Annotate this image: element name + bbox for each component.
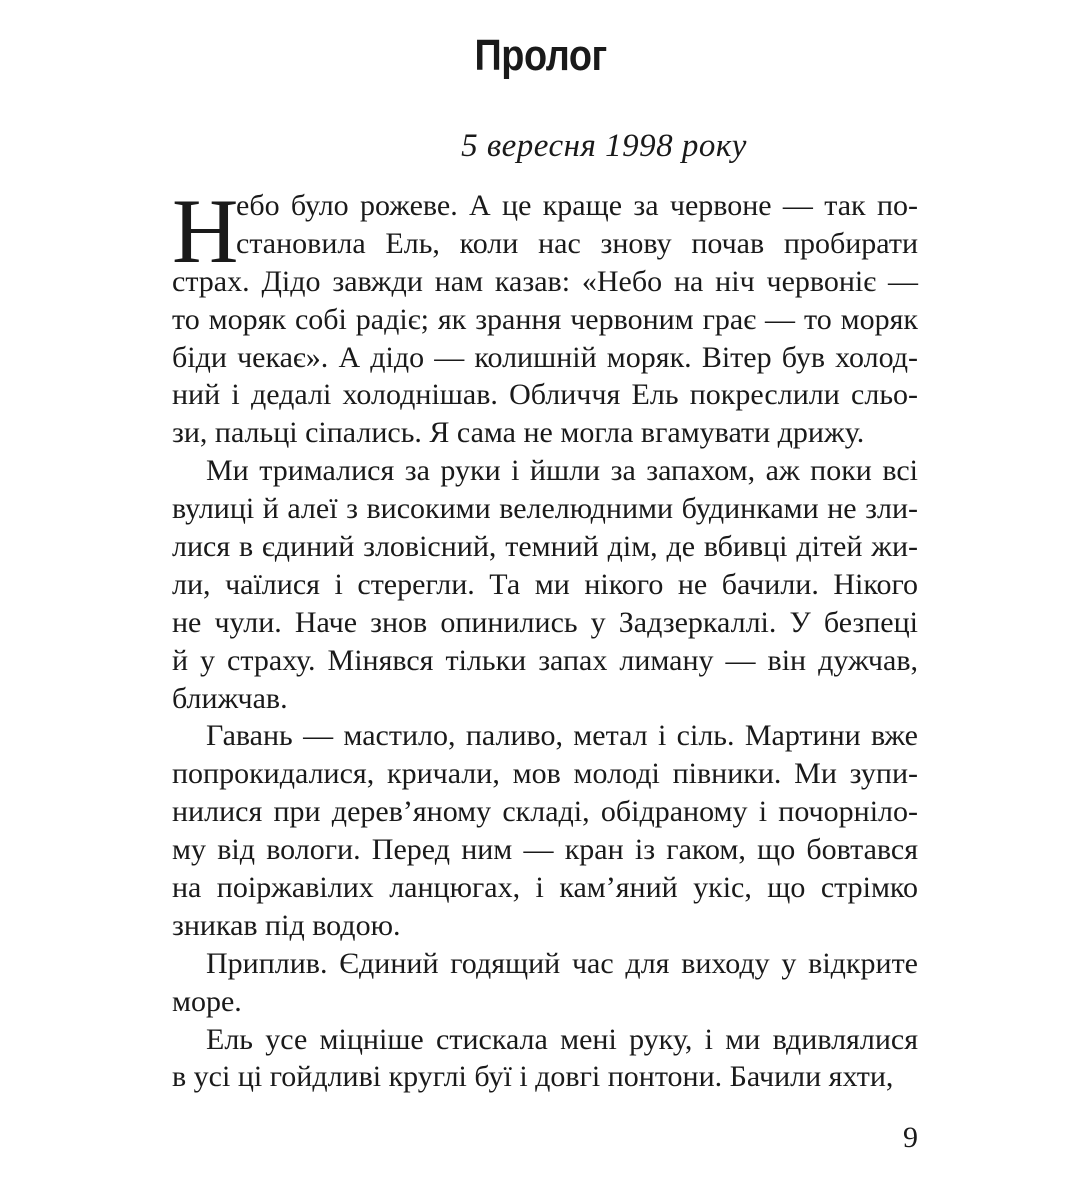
text-line: зникав під водою.: [172, 908, 401, 942]
text-line: в усі ці гойдливі круглі буї і довгі понтони. Бачили яхти,: [172, 1060, 894, 1094]
text-line: не чули. Наче знов опинились у Задзеркаллі. У безпеці: [172, 605, 918, 639]
text-line: біди чекає». А дідо — колишній моряк. Вітер був холод-: [172, 340, 918, 374]
text-line: ли, чаїлися і стерегли. Та ми нікого не бачили. Нікого: [172, 567, 918, 601]
text-line: ний і дедалі холоднішав. Обличчя Ель покреслили сльо-: [172, 378, 918, 412]
body-text: [172, 180, 918, 1096]
text-line: Ель усе міцніше стискала мені руку, і ми вдивлялися: [206, 1022, 918, 1056]
text-line: вулиці й алеї з високими велелюдними будинками не зли-: [172, 492, 918, 526]
text-line: й у страху. Мінявся тільки запах лиману — він дужчав,: [172, 643, 918, 677]
text-line: ближчав.: [172, 681, 288, 715]
text-line: зи, пальці сіпались. Я сама не могла вгамувати дрижу.: [172, 416, 865, 450]
text-line: му від вологи. Перед ним — кран із гаком, що бовтався: [172, 833, 918, 867]
paragraph: [172, 717, 918, 944]
text-line: на поіржавілих ланцюгах, і кам’яний укіс, що стрімко: [172, 871, 918, 905]
text-line: то моряк собі радіє; як зрання червоним грає — то моряк: [172, 302, 918, 336]
text-line: Гавань — мастило, паливо, метал і сіль. Мартини вже: [206, 719, 918, 753]
text-line: нилися при дерев’яному складі, обідраному і почорніло-: [172, 795, 918, 829]
text-line: становила Ель, коли нас знову почав пробирати: [236, 226, 918, 260]
paragraph: [172, 945, 918, 1021]
date-line: 5 вересня 1998 року: [461, 128, 747, 164]
text-line: море.: [172, 984, 242, 1018]
text-line: Ми трималися за руки і йшли за запахом, аж поки всі: [206, 454, 918, 488]
chapter-title: Пролог: [474, 31, 607, 80]
paragraph: [172, 180, 918, 452]
page-number: 9: [903, 1121, 918, 1154]
text-line: попрокидалися, кричали, мов молоді півники. Ми зупи-: [172, 757, 918, 791]
text-line: ебо було рожеве. А це краще за червоне — так по-: [236, 189, 918, 222]
paragraph: [172, 452, 918, 717]
text-line: лися в єдиний зловісний, темний дім, де вбивці дітей жи-: [172, 530, 918, 564]
paragraph: [172, 1021, 918, 1097]
drop-cap: Н: [172, 180, 239, 282]
text-line: Приплив. Єдиний годящий час для виходу у відкрите: [206, 946, 918, 980]
text-line: страх. Дідо завжди нам казав: «Небо на ніч червоніє —: [172, 264, 918, 298]
